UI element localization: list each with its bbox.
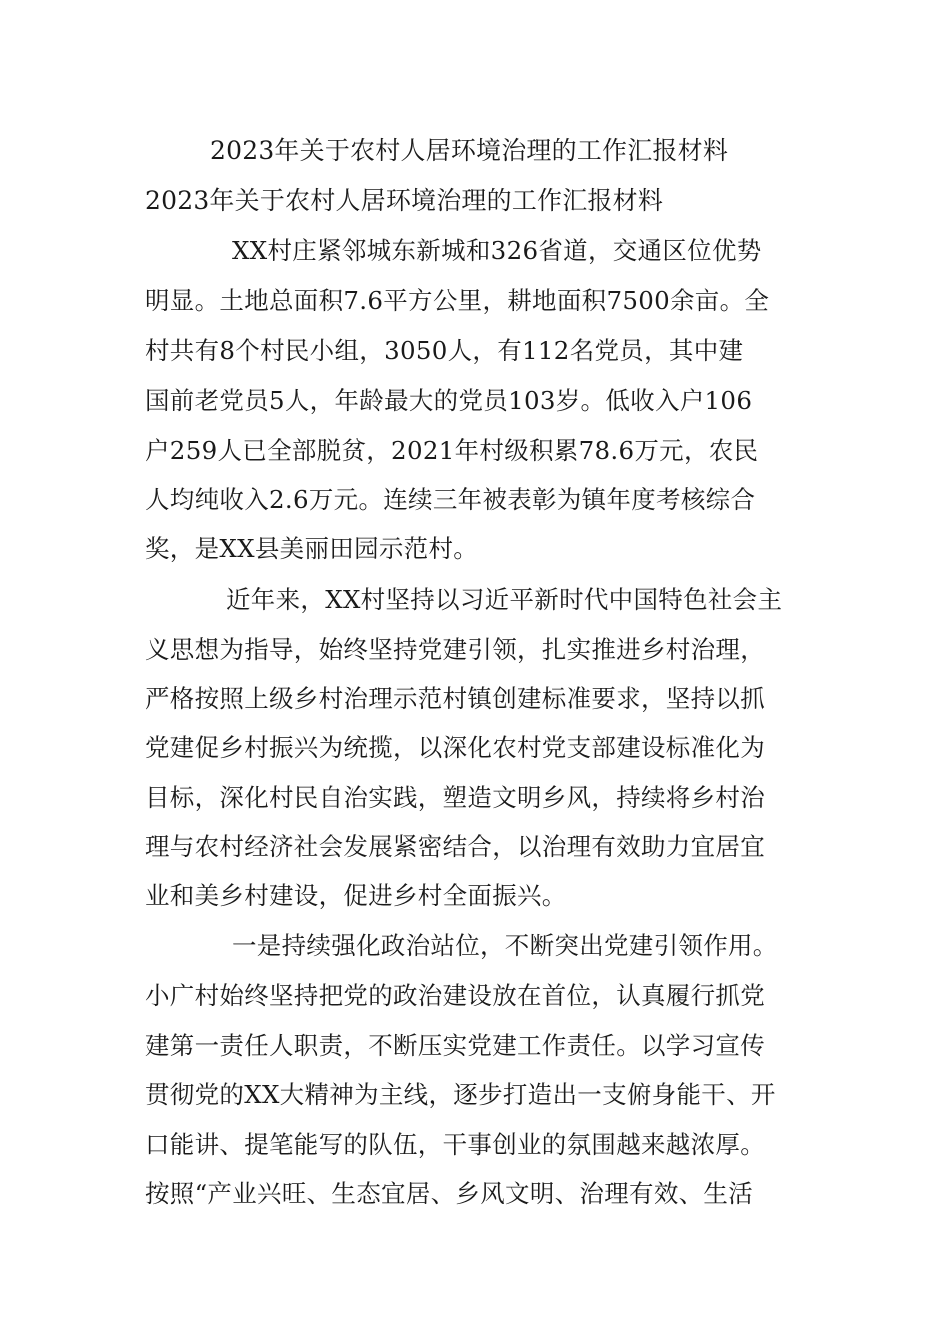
paragraph-3-line-6: 按照“产业兴旺、生态宜居、乡风文明、治理有效、生活 (145, 1179, 754, 1208)
paragraph-3-line-4: 贯彻党的XX大精神为主线，逐步打造出一支俯身能干、开 (145, 1080, 776, 1109)
paragraph-3-line-3: 建第一责任人职责，不断压实党建工作责任。以学习宣传 (145, 1031, 765, 1060)
paragraph-1-line-6: 人均纯收入2.6万元。连续三年被表彰为镇年度考核综合 (145, 485, 756, 514)
paragraph-1-line-3: 村共有8个村民小组，3050人，有112名党员，其中建 (145, 336, 744, 365)
paragraph-1-line-5: 户259人已全部脱贫，2021年村级积累78.6万元，农民 (145, 436, 759, 465)
document-subtitle: 2023年关于农村人居环境治理的工作汇报材料 (145, 186, 664, 215)
paragraph-2-line-1: 近年来，XX村坚持以习近平新时代中国特色社会主 (226, 585, 783, 614)
paragraph-2-line-2: 义思想为指导，始终坚持党建引领，扎实推进乡村治理， (145, 635, 765, 664)
paragraph-1-line-7: 奖，是XX县美丽田园示范村。 (145, 534, 479, 563)
paragraph-3-line-2: 小广村始终坚持把党的政治建设放在首位，认真履行抓党 (145, 981, 765, 1010)
paragraph-2-line-3: 严格按照上级乡村治理示范村镇创建标准要求，坚持以抓 (145, 684, 765, 713)
paragraph-1-line-4: 国前老党员5人，年龄最大的党员103岁。低收入户106 (145, 386, 753, 415)
paragraph-3-line-1: 一是持续强化政治站位，不断突出党建引领作用。 (232, 931, 778, 960)
paragraph-1-line-1: XX村庄紧邻城东新城和326省道，交通区位优势 (232, 236, 762, 265)
paragraph-2-line-4: 党建促乡村振兴为统揽，以深化农村党支部建设标准化为 (145, 733, 765, 762)
paragraph-2-line-6: 理与农村经济社会发展紧密结合，以治理有效助力宜居宜 (145, 832, 765, 861)
paragraph-3-line-5: 口能讲、提笔能写的队伍，干事创业的氛围越来越浓厚。 (145, 1130, 765, 1159)
paragraph-2-line-7: 业和美乡村建设，促进乡村全面振兴。 (145, 881, 567, 910)
document-title: 2023年关于农村人居环境治理的工作汇报材料 (210, 136, 729, 165)
paragraph-1-line-2: 明显。土地总面积7.6平方公里，耕地面积7500余亩。全 (145, 286, 770, 315)
paragraph-2-line-5: 目标，深化村民自治实践，塑造文明乡风，持续将乡村治 (145, 783, 765, 812)
